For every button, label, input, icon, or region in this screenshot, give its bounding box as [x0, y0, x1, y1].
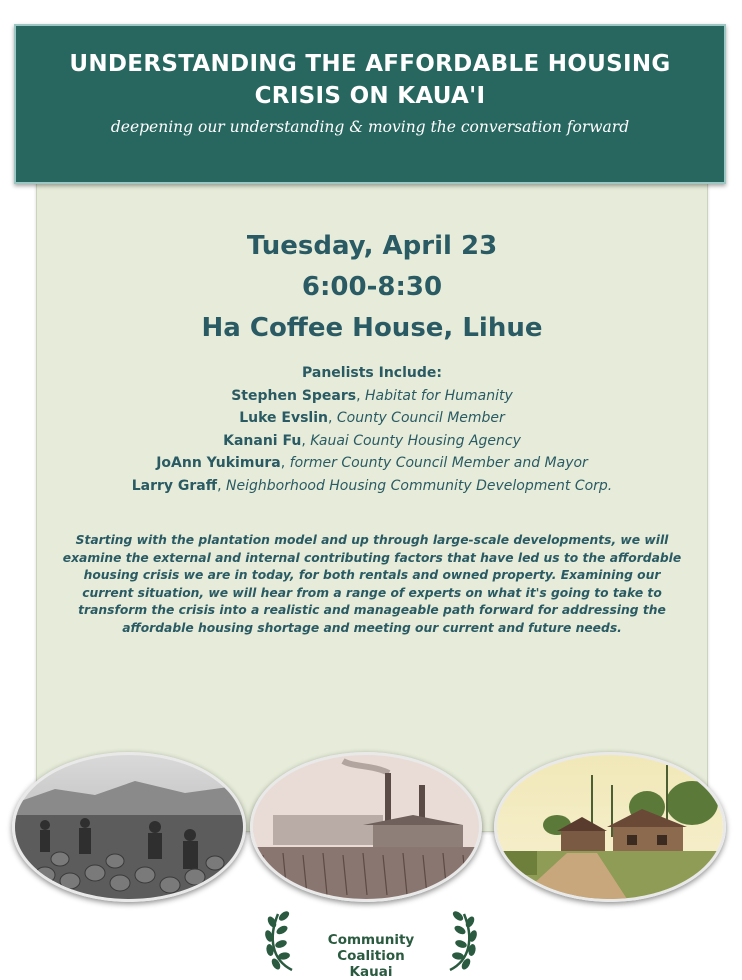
logo-line-2: Kauai	[349, 964, 393, 980]
panelist-org: County Council Member	[336, 410, 505, 426]
panelist-name: JoAnn Yukimura	[156, 455, 281, 471]
sugar-mill-photo	[250, 752, 482, 902]
logo-line-1: Community Coalition	[327, 932, 415, 964]
panelist-org: Kauai County Housing Agency	[310, 432, 521, 449]
title-line-1: UNDERSTANDING THE AFFORDABLE HOUSING	[69, 51, 671, 77]
panelists-list	[36, 362, 708, 497]
header-banner	[14, 24, 726, 184]
event-details	[36, 226, 708, 349]
panelist-org: Habitat for Humanity	[365, 387, 513, 404]
logo-text	[292, 932, 450, 980]
panelist-item: Larry Graff, Neighborhood Housing Community Development Corp.	[131, 477, 613, 494]
panelists-heading: Panelists Include:	[302, 365, 442, 381]
pineapple-field-workers-photo	[12, 752, 246, 902]
panelist-name: Larry Graff	[131, 477, 218, 494]
subtitle: deepening our understanding & moving the conversation forward	[110, 118, 630, 136]
plantation-camp-houses-photo	[494, 752, 726, 902]
panelist-org: Neighborhood Housing Community Development Corp.	[226, 477, 613, 494]
title-line-2: CRISIS ON KAUA'I	[254, 83, 486, 109]
page-title	[36, 48, 704, 112]
event-description: Starting with the plantation model and up through large-scale developments, we will examine the external and internal contributing factors that have led us to the affordable housing crisis we are in today, for both rentals and owned property. Examining our current situation, we will hear from a range of experts on what it's going to take to transform the crisis into a realistic and manageable path forward for addressing the affordable housing shortage and meeting our current and future needs.	[62, 533, 682, 635]
panelist-name: Stephen Spears	[231, 387, 357, 404]
panelist-item: Stephen Spears, Habitat for Humanity	[231, 387, 513, 404]
panelist-name: Luke Evslin	[239, 410, 328, 426]
event-date: Tuesday, April 23	[246, 231, 498, 261]
event-time: 6:00-8:30	[301, 272, 443, 302]
panelist-org: former County Council Member and Mayor	[289, 455, 588, 471]
community-coalition-logo	[262, 908, 480, 980]
panelist-item: Luke Evslin, County Council Member	[239, 410, 505, 426]
panelist-item: Kanani Fu, Kauai County Housing Agency	[223, 432, 521, 449]
panelist-item: JoAnn Yukimura, former County Council Member and Mayor	[156, 455, 588, 471]
laurel-right-icon	[436, 908, 480, 974]
panelist-name: Kanani Fu	[223, 432, 302, 449]
event-venue: Ha Coffee House, Lihue	[201, 313, 543, 343]
